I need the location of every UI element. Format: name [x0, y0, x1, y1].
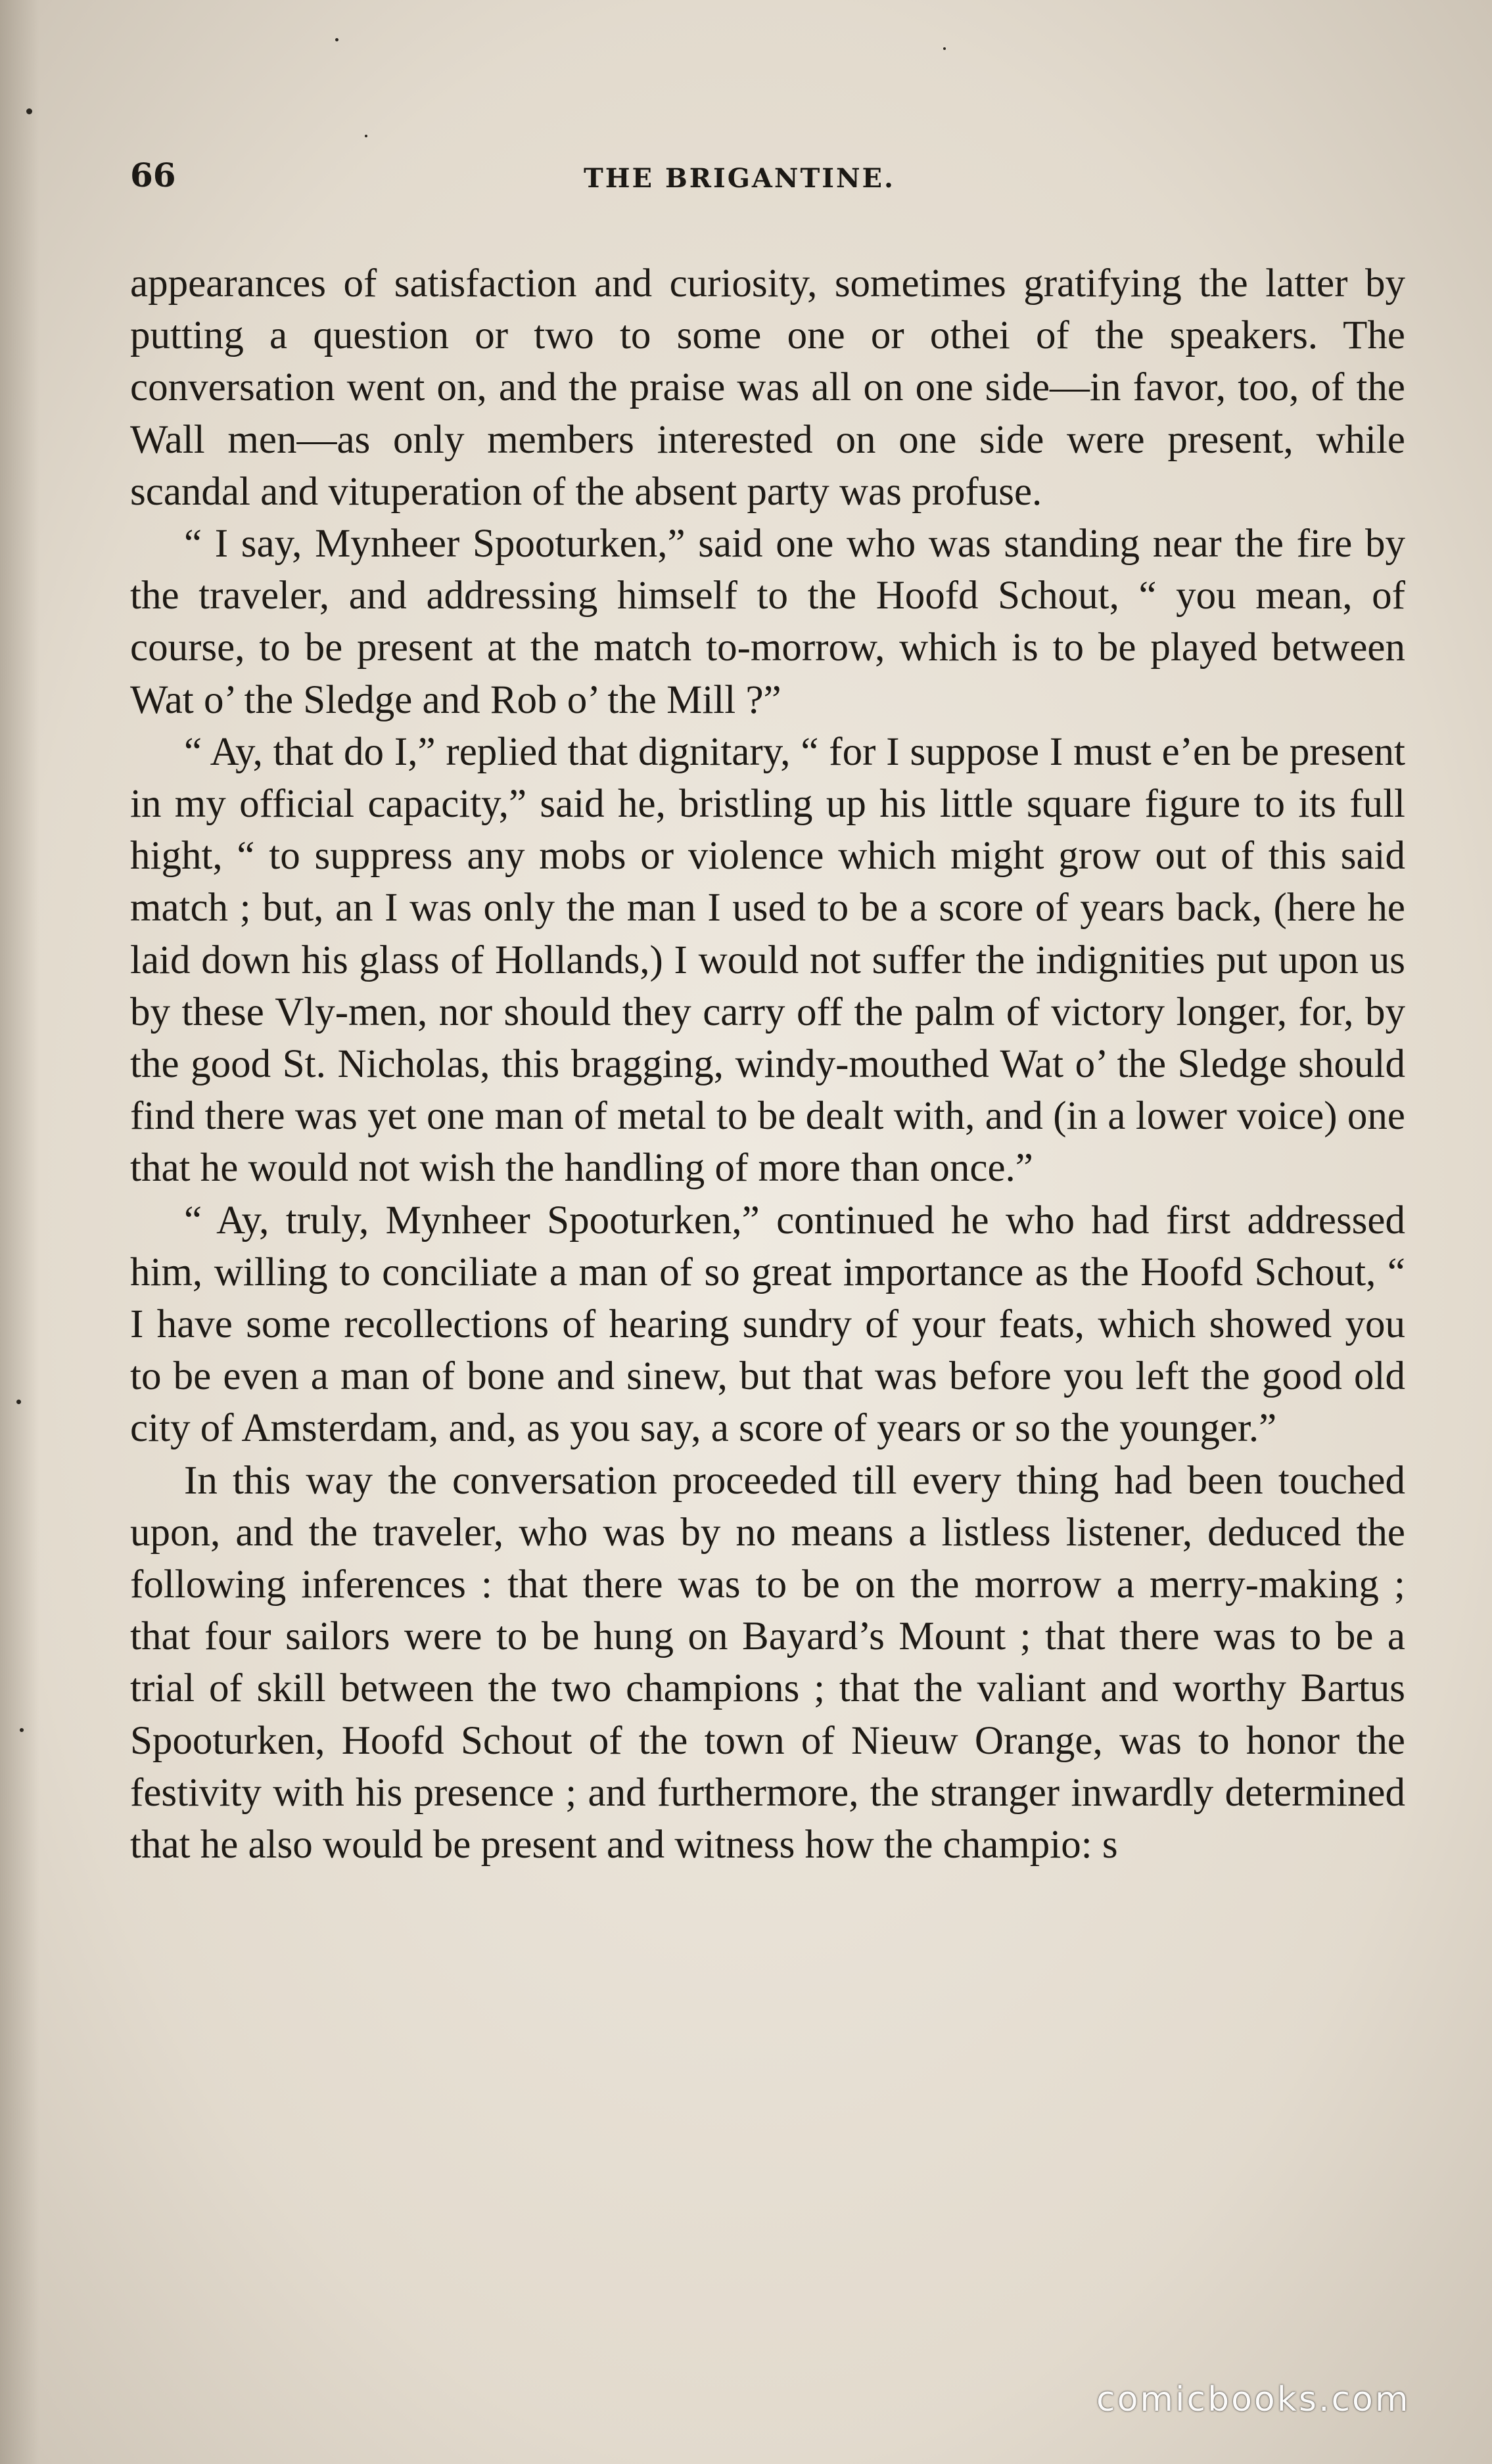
body-text — [130, 258, 1405, 1871]
print-speck — [943, 47, 946, 50]
running-head: THE BRIGANTINE. — [584, 163, 895, 194]
page-edge-shadow — [0, 0, 39, 2464]
paragraph: appearances of satisfaction and curiosity, sometimes gratifying the latter by putting a question or two to some one or othei of the speakers. The conversation went on, and the praise was all on one side—in favor, too, of the Wall men—as only members interested on one side were present, while scandal and vituperation of the absent party was profuse. — [130, 262, 1405, 514]
paragraph: In this way the conversation proceeded till every thing had been touched upon, and the traveler, who was by no means a listless listener, deduced the following inferences : that there was to be on the morrow a merry-making ; that four sailors were to be hung on Bayard’s Mount ; that there was to be a trial of skill between the two champions ; that the valiant and worthy Bartus Spooturken, Hoofd Schout of the town of Nieuw Orange, was to honor the festivity with his presence ; and furthermore, the stranger inwardly determined that he also would be present and witness how the champio: s — [130, 1458, 1405, 1867]
paragraph: “ Ay, that do I,” replied that dignitary, “ for I suppose I must e’en be present in my official capacity,” said he, bristling up his little square figure to its full hight, “ to suppress any mobs or violence which might grow out of this said match ; but, an I was only the man I used to be a score of years back, (here he laid down his glass of Hollands,) I would not suffer the indignities put upon us by these Vly-men, nor should they carry off the palm of victory longer, for, by the good St. Nicholas, this bragging, windy-mouthed Wat o’ the Sledge should find there was yet one man of metal to be dealt with, and (in a lower voice) one that he would not wish the handling of more than once.” — [130, 729, 1405, 1191]
paragraph: “ Ay, truly, Mynheer Spooturken,” continued he who had first addressed him, willing to conciliate a man of so great importance as the Hoofd Schout, “ I have some recollections of hearing sundry of your feats, which showed you to be even a man of bone and sinew, but that was before you left the good old city of Amsterdam, and, as you say, a score of years or so the younger.” — [130, 1198, 1405, 1451]
print-speck — [16, 1400, 21, 1404]
print-speck — [26, 108, 32, 114]
watermark: comicbooks.com — [1096, 2380, 1410, 2419]
print-speck — [365, 135, 367, 137]
page-number: 66 — [130, 156, 176, 194]
print-speck — [335, 38, 338, 41]
print-speck — [20, 1728, 24, 1732]
page-header — [130, 152, 1405, 205]
paragraph: “ I say, Mynheer Spooturken,” said one who was standing near the fire by the traveler, and addressing himself to the Hoofd Schout, “ you mean, of course, to be present at the match to-morrow, which is to be played between Wat o’ the Sledge and Rob o’ the Mill ?” — [130, 522, 1405, 722]
